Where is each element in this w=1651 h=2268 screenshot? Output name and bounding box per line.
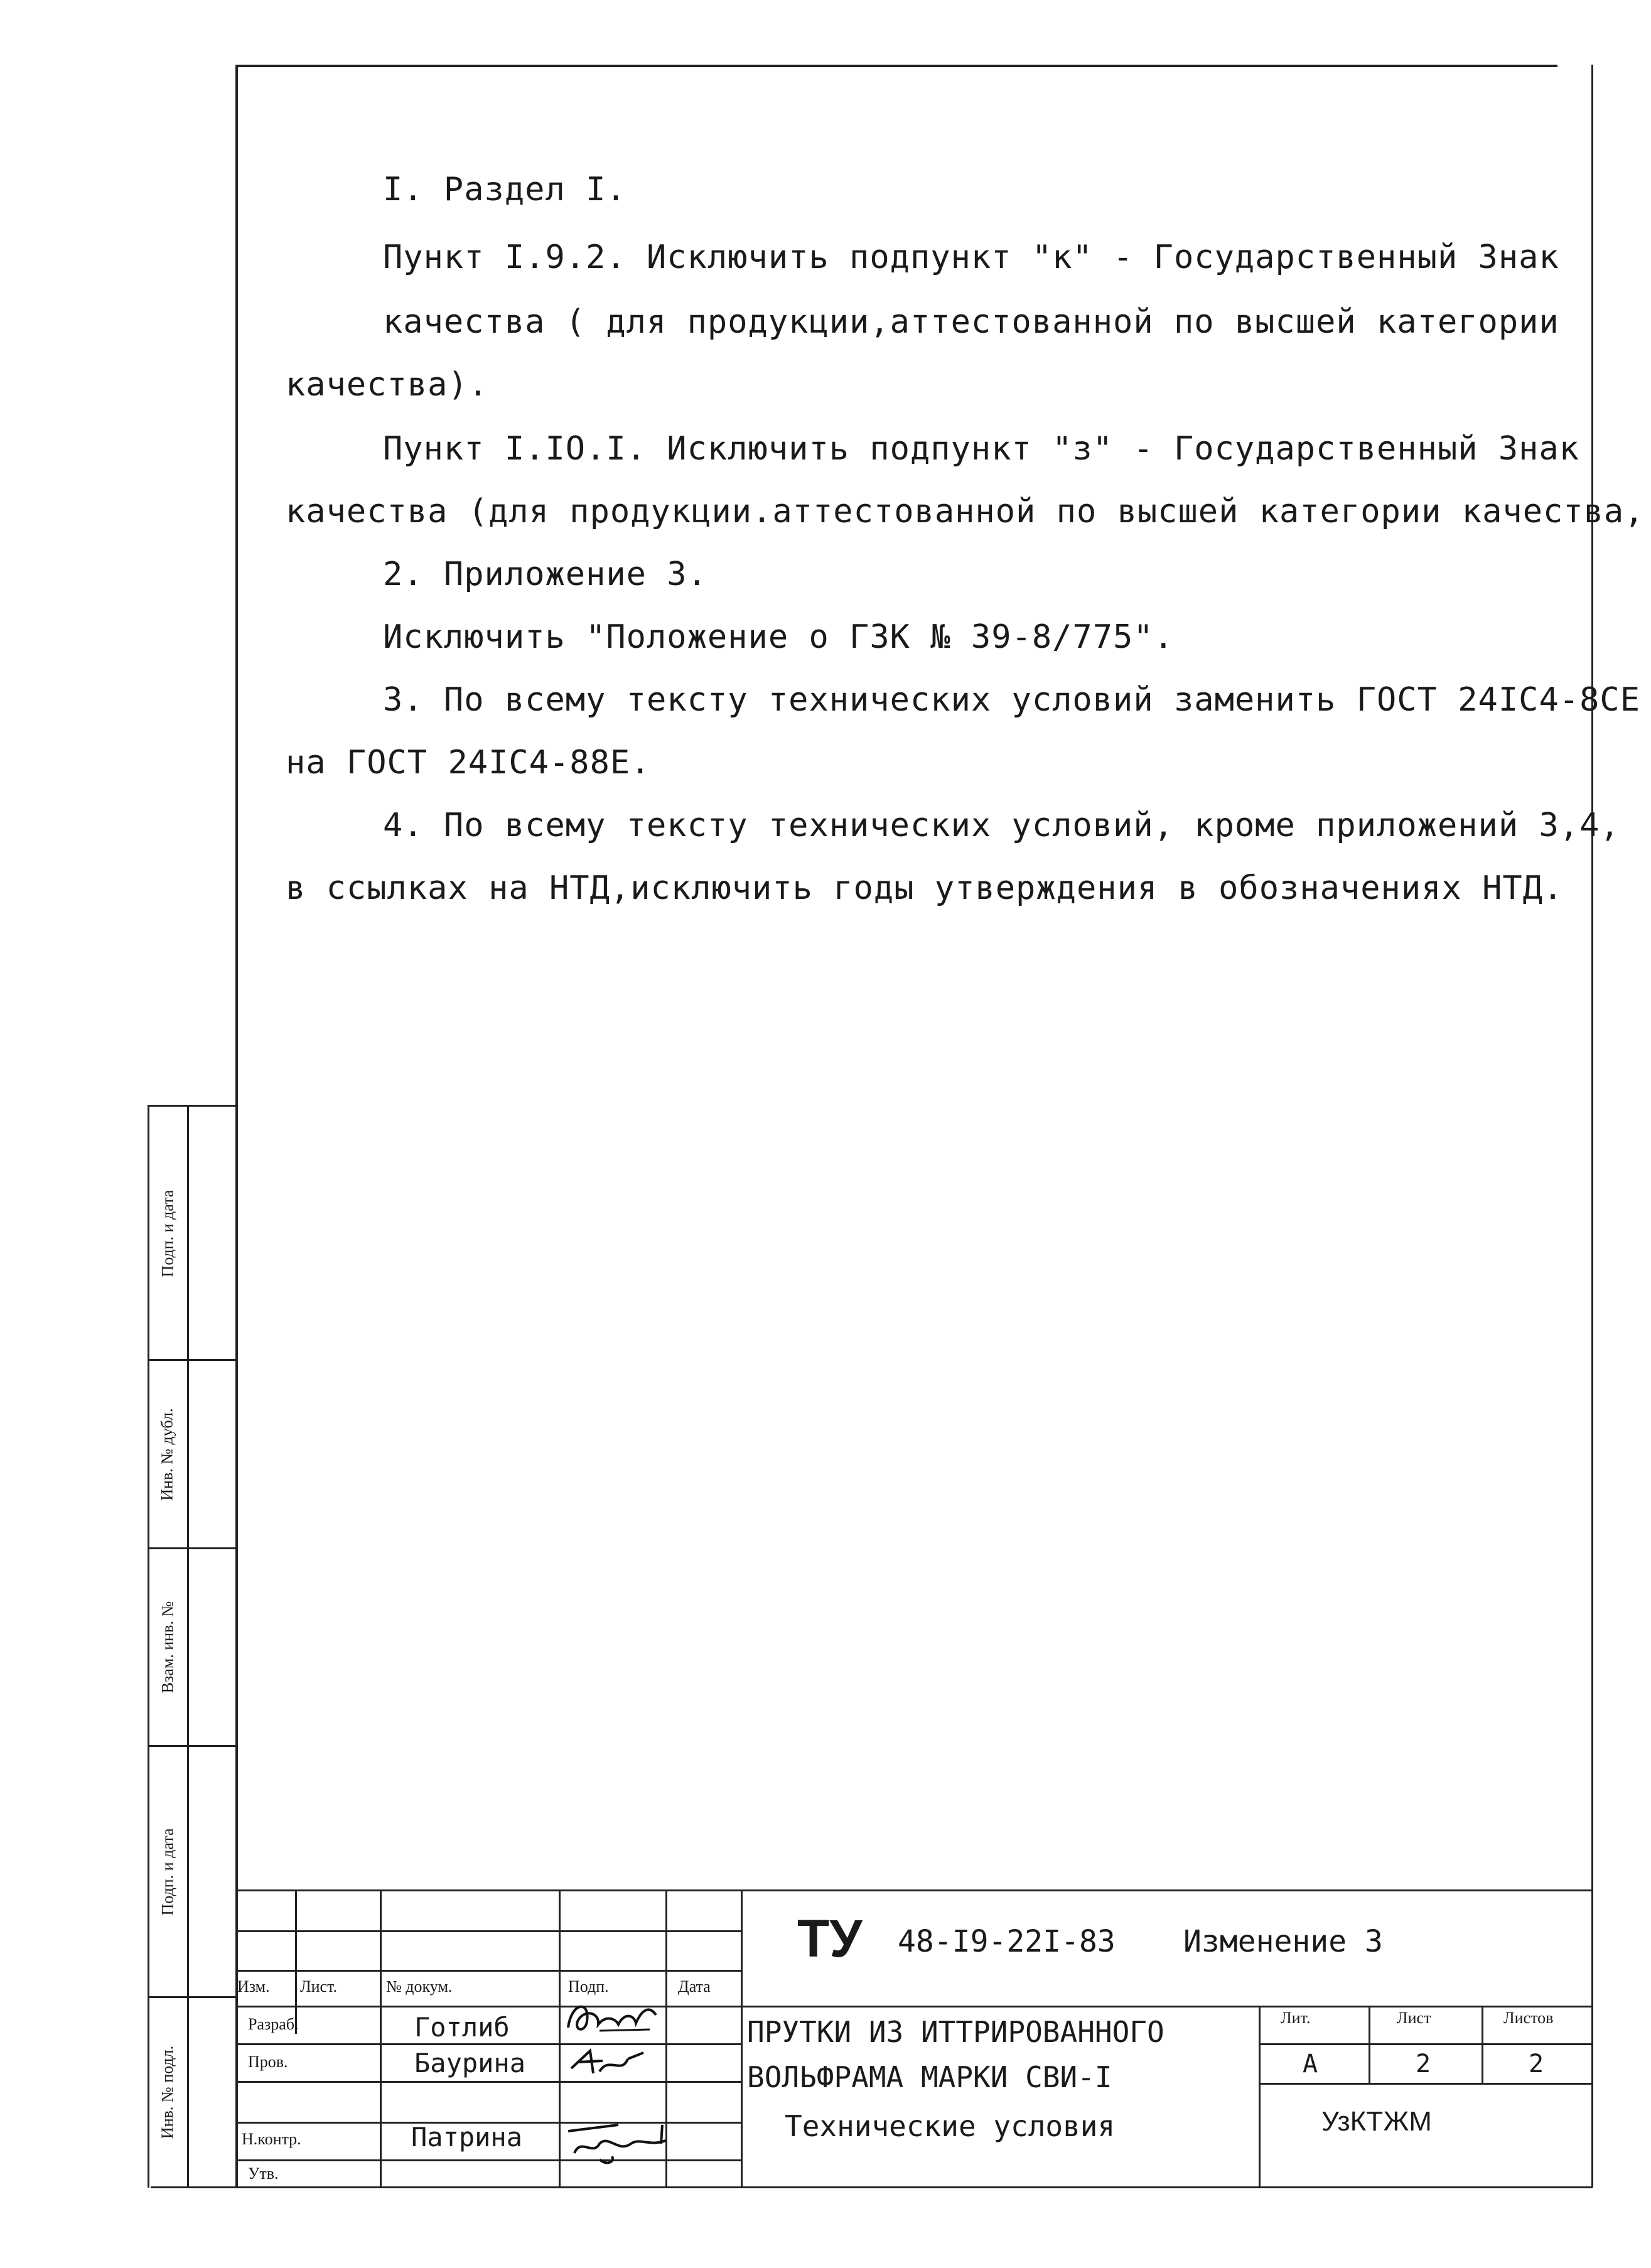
tb-rule xyxy=(235,2006,1591,2007)
frame-bottom-border xyxy=(151,2186,1592,2188)
role-utv: Утв. xyxy=(248,2164,279,2183)
tb-col xyxy=(1369,2006,1370,2083)
strip-label-dup-inv: Инв. № дубл. xyxy=(158,1407,176,1501)
tb-col xyxy=(559,1889,561,2188)
strip-label-sign-date: Подп. и дата xyxy=(158,1190,176,1277)
strip-divider xyxy=(187,1105,189,2188)
tb-col xyxy=(380,1889,382,2188)
signature-prov xyxy=(565,2043,653,2081)
body-line: качества ( для продукции,аттестованной по высшей категории xyxy=(383,303,1559,341)
role-nkontr: Н.контр. xyxy=(242,2130,301,2148)
tb-col xyxy=(741,1889,743,2188)
doc-change: Изменение 3 xyxy=(1183,1924,1383,1959)
product-name-line-1: ПРУТКИ ИЗ ИТТРИРОВАННОГО xyxy=(747,2015,1164,2049)
body-line: на ГОСТ 24IC4-88E. xyxy=(286,744,651,782)
strip-label-orig-inv: Инв. № подл. xyxy=(158,2045,176,2139)
strip-label-sign-date-2: Подп. и дата xyxy=(158,1828,176,1915)
product-name-line-2: ВОЛЬФРАМА МАРКИ СВИ-I xyxy=(747,2060,1112,2094)
tb-rule xyxy=(1259,2083,1591,2085)
strip-label-replace-inv: Взам. инв. № xyxy=(158,1601,176,1694)
frame-top-border xyxy=(235,65,1557,67)
body-line: Исключить "Положение о ГЗК № 39-8/775". xyxy=(383,618,1174,656)
sheet-label: Лист xyxy=(1397,2009,1431,2027)
body-line: качества). xyxy=(286,366,489,404)
sheets-label: Листов xyxy=(1503,2009,1554,2027)
header-podp: Подп. xyxy=(568,1977,609,1996)
section-heading: I. Раздел I. xyxy=(383,171,627,208)
product-name-line-3: Технические условия xyxy=(785,2109,1116,2143)
role-prov: Пров. xyxy=(248,2053,288,2071)
body-line: в ссылках на НТД,исключить годы утверждения в обозначениях НТД. xyxy=(286,869,1564,907)
header-data: Дата xyxy=(678,1977,711,1996)
signature-razrab xyxy=(562,1993,669,2043)
strip-rule xyxy=(148,1105,235,1107)
role-razrab: Разраб. xyxy=(248,2015,299,2033)
sheet-value: 2 xyxy=(1416,2050,1431,2078)
organization: УзКТЖМ xyxy=(1321,2106,1432,2137)
body-line: Пункт I.9.2. Исключить подпункт "к" - Государственный Знак xyxy=(383,239,1559,276)
header-list: Лист. xyxy=(300,1977,337,1996)
body-line: Пункт I.IO.I. Исключить подпункт "з" - Государственный Знак xyxy=(383,430,1580,468)
tb-col xyxy=(1259,2006,1261,2188)
sheets-value: 2 xyxy=(1529,2050,1544,2078)
frame-right-border xyxy=(1591,65,1593,2188)
lit-label: Лит. xyxy=(1281,2009,1311,2027)
body-line: 3. По всему тексту технических условий заменить ГОСТ 24IC4-8CE xyxy=(383,681,1641,719)
doc-number: 48-I9-22I-83 xyxy=(898,1924,1116,1959)
signature-nkontr xyxy=(562,2119,675,2169)
tb-rule xyxy=(235,1889,1591,1891)
lit-value: А xyxy=(1303,2050,1318,2078)
tb-rule xyxy=(1259,2043,1591,2045)
name-razrab: Готлиб xyxy=(414,2012,510,2043)
body-line: 2. Приложение 3. xyxy=(383,556,707,593)
doc-prefix: ТУ xyxy=(797,1909,863,1968)
body-line: 4. По всему тексту технических условий, кроме приложений 3,4, xyxy=(383,807,1620,844)
tb-col xyxy=(295,1889,297,2034)
body-line: качества (для продукции.аттестованной по высшей категории качества, xyxy=(286,493,1645,530)
name-prov: Баурина xyxy=(414,2048,526,2078)
name-nkontr: Патрина xyxy=(411,2122,523,2152)
frame-left-border xyxy=(235,65,238,2188)
header-dokum: № докум. xyxy=(386,1977,453,1996)
header-izm: Изм. xyxy=(237,1977,270,1996)
tb-col xyxy=(1482,2006,1483,2083)
